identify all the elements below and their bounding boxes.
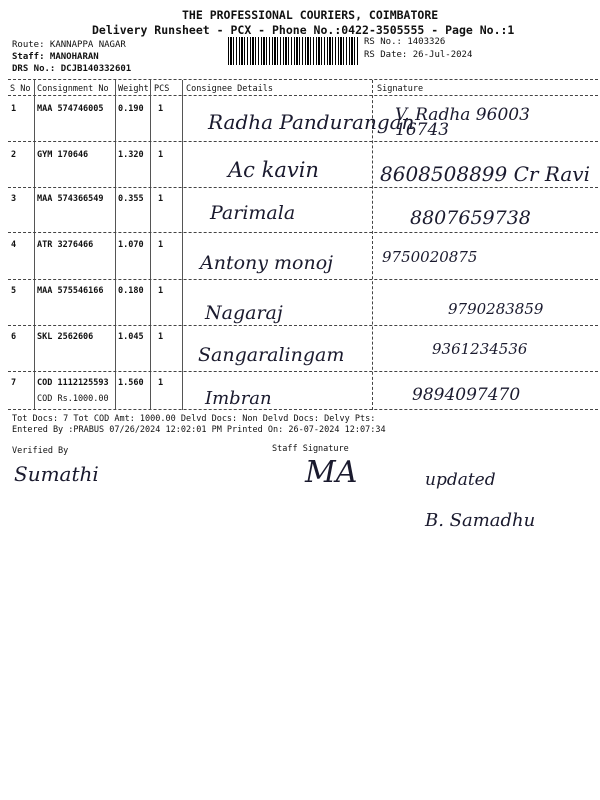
row-weight: 1.045	[118, 332, 144, 342]
row-pcs: 1	[158, 150, 164, 160]
row-signature: 9790283859	[448, 300, 544, 318]
verified-by-label: Verified By	[12, 446, 69, 456]
row-pcs: 1	[158, 194, 164, 204]
entered-by-line: Entered By :PRABUS 07/26/2024 12:02:01 PM Printed On: 26-07-2024 12:07:34	[12, 425, 386, 435]
col-pcs: PCS	[154, 84, 170, 94]
row-weight: 1.320	[118, 150, 144, 160]
row-weight: 0.355	[118, 194, 144, 204]
row-sno: 6	[11, 332, 17, 342]
row-consignee: Sangaralingam	[198, 344, 345, 366]
col-consignee: Consignee Details	[186, 84, 273, 94]
company-name: THE PROFESSIONAL COURIERS, COIMBATORE	[182, 8, 439, 22]
staff-signature-label: Staff Signature	[272, 444, 349, 454]
row-pcs: 1	[158, 332, 164, 342]
row-sno: 7	[11, 378, 17, 388]
row-consignment: MAA 574746005	[37, 104, 104, 114]
row-pcs: 1	[158, 378, 164, 388]
rs-number: RS No.: 1403326	[364, 37, 446, 47]
row-consignee: Ac kavin	[228, 158, 319, 182]
row-sno: 4	[11, 240, 17, 250]
runsheet-subtitle: Delivery Runsheet - PCX - Phone No.:0422-3505555 - Page No.:1	[92, 23, 515, 37]
row-sno: 3	[11, 194, 17, 204]
row-cod-amount: COD Rs.1000.00	[37, 394, 109, 404]
barcode	[228, 37, 358, 65]
row-signature: 9750020875	[382, 248, 478, 266]
row-consignee: Antony monoj	[200, 252, 334, 274]
row-pcs: 1	[158, 104, 164, 114]
row-consignment: MAA 575546166	[37, 286, 104, 296]
handwritten-note-name: B. Samadhu	[425, 510, 536, 531]
row-signature: 8807659738	[410, 207, 531, 229]
row-consignment: ATR 3276466	[37, 240, 94, 250]
row-pcs: 1	[158, 240, 164, 250]
row-signature: 8608508899 Cr Ravi	[380, 162, 590, 186]
row-consignee: Parimala	[210, 202, 296, 224]
row-signature: V. Radha 96003 16743	[395, 105, 530, 140]
route-label: Route: KANNAPPA NAGAR	[12, 40, 126, 50]
row-sno: 2	[11, 150, 17, 160]
row-weight: 0.190	[118, 104, 144, 114]
rs-date: RS Date: 26-Jul-2024	[364, 50, 473, 60]
row-consignment: MAA 574366549	[37, 194, 104, 204]
col-sno: S No	[10, 84, 31, 94]
row-signature: 9361234536	[432, 340, 528, 358]
row-consignment: GYM 170646	[37, 150, 89, 160]
verified-by-signature: Sumathi	[14, 462, 99, 486]
row-weight: 0.180	[118, 286, 144, 296]
row-weight: 1.070	[118, 240, 144, 250]
col-signature: Signature	[377, 84, 424, 94]
row-sno: 1	[11, 104, 17, 114]
row-consignee: Nagaraj	[205, 302, 283, 324]
totals-line: Tot Docs: 7 Tot COD Amt: 1000.00 Delvd Docs: Non Delvd Docs: Delvy Pts:	[12, 414, 376, 424]
row-weight: 1.560	[118, 378, 144, 388]
col-consignment: Consignment No	[37, 84, 109, 94]
drs-number: DRS No.: DCJB140332601	[12, 64, 132, 74]
handwritten-note-updated: updated	[425, 470, 496, 490]
row-pcs: 1	[158, 286, 164, 296]
col-weight: Weight	[118, 84, 149, 94]
row-consignee: Radha Pandurangan	[208, 110, 415, 134]
row-consignment: SKL 2562606	[37, 332, 94, 342]
staff-signature-mark: MA	[305, 455, 358, 490]
row-consignment: COD 1112125593	[37, 378, 109, 388]
row-sno: 5	[11, 286, 17, 296]
staff-label: Staff: MANOHARAN	[12, 52, 99, 62]
row-consignee: Imbran	[205, 388, 272, 409]
row-signature: 9894097470	[412, 385, 521, 405]
